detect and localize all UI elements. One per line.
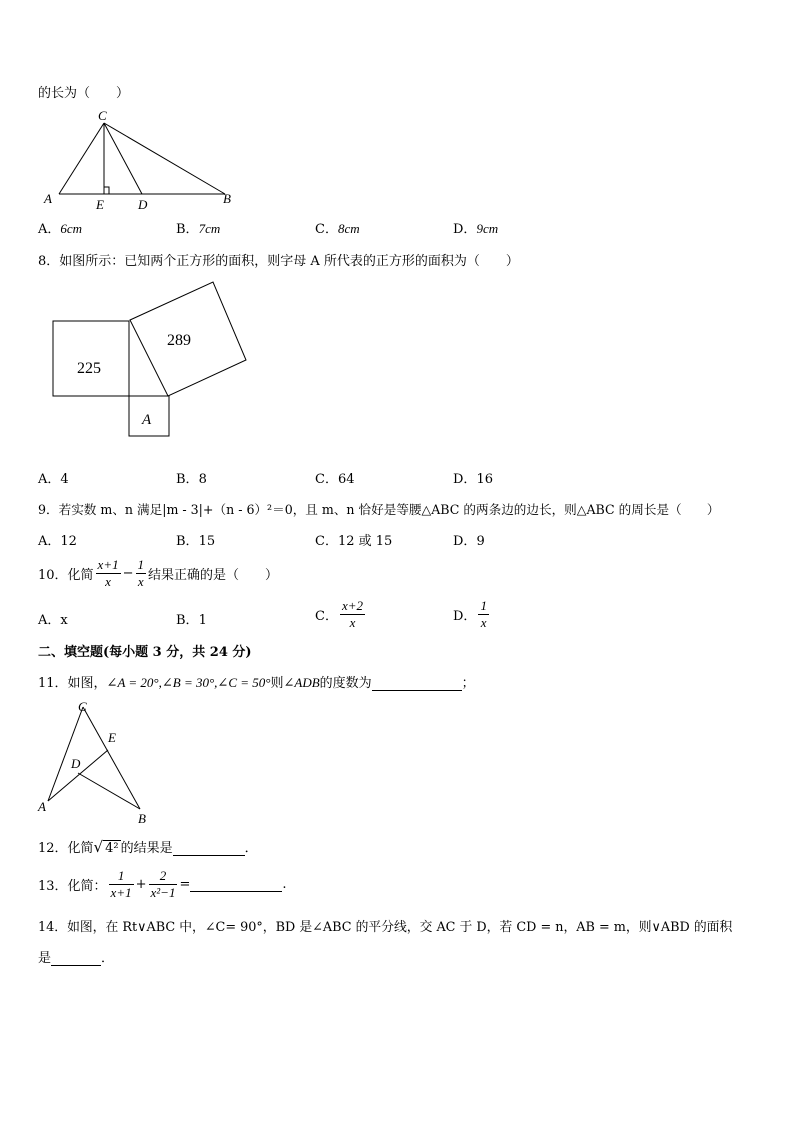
q8-label-a: A [142,412,152,428]
q10-option-d: D． $\frac{1}{x}$ [453,598,487,630]
q13-answer-blank[interactable] [190,877,282,892]
q11-line-cb [83,707,140,809]
q11-line-ac [48,707,83,801]
q11-label-c: C [78,699,87,714]
q12-stem: 12．化简√ 4² 的结果是 ． [38,838,258,856]
q10-stem [38,557,278,590]
q10-fraction-1: $\frac{x+1}{x}$ [97,557,119,589]
q8-label-225: 225 [77,360,101,377]
q8-square-left [53,321,129,396]
q7-right-angle-mark [104,187,109,194]
q14-answer-blank[interactable] [51,951,101,966]
q11-answer-blank[interactable] [372,676,462,691]
q7-line-cb [104,123,225,194]
q8-label-289: 289 [167,332,191,349]
q11-label-e: E [108,730,116,745]
q10-suffix: 结果正确的是（ ） [148,568,279,583]
q11-label-d: D [71,756,81,771]
q7-line-ac [59,123,104,194]
q12-radicand: 4² [105,841,119,856]
q9-option-c: C．12 或 15 [315,534,393,549]
q14-stem-line2: 是 ． [38,951,115,966]
q13-stem: 13．化简： $\frac{1}{x+1}$ + $\frac{2}{\text{x²−1}}$ = . [38,868,287,900]
q11-figure [36,696,156,826]
q7-label-a: A [44,191,52,206]
q12-answer-blank[interactable] [173,841,245,856]
q11-label-b: B [138,811,146,826]
q11-line-db [78,773,140,809]
q10-option-c: C． $\frac{x+2}{x}$ [315,598,363,630]
q7-option-a: A．6cm [38,221,83,237]
q8-option-d: D．16 [453,472,493,487]
q10-prefix: 10．化简 [38,568,94,583]
q13-fraction-2: $\frac{2}{\text{x²−1}}$ [150,868,176,900]
q7-option-c: C．8cm [315,221,360,237]
q10-fraction-2: $\frac{1}{x}$ [137,557,144,589]
q9-stem: 9．若实数 m、n 满足|m - 3|+（n - 6）²＝0，且 m、n 恰好是等腰△ABC 的两条边的边长，则△ABC 的周长是（ ） [38,502,720,517]
q7-option-d: D．9cm [453,221,499,237]
q7-label-c: C [98,108,107,123]
q9-option-a: A．12 [38,534,77,549]
q10-minus: − [122,566,134,581]
q8-stem: 8．如图所示：已知两个正方形的面积，则字母 A 所代表的正方形的面积为（ ） [38,254,519,269]
q7-triangle-figure [38,106,248,214]
q8-option-b: B．8 [176,472,207,487]
q9-option-d: D．9 [453,534,485,549]
q13-fraction-1: $\frac{1}{x+1}$ [110,868,132,900]
q10-option-a: A．x [38,613,68,628]
q8-option-a: A．4 [38,472,69,487]
q7-option-b: B．7cm [176,221,221,237]
q11-label-a: A [38,799,46,814]
q8-squares-figure [50,280,250,440]
sqrt-sign: √ [93,838,104,856]
q7-stem-tail: 的长为（ ） [38,86,130,101]
q10-option-b: B．1 [176,613,207,628]
section-2-title: 二、填空题(每小题 3 分，共 24 分) [38,645,252,660]
q9-option-b: B．15 [176,534,216,549]
q7-label-e: E [96,197,104,212]
q11-stem: 11．如图，∠A = 20°,∠B = 30°,∠C = 50°则∠ADB的度数为 ； [38,675,475,691]
q8-option-c: C．64 [315,472,355,487]
q7-label-b: B [223,191,231,206]
q14-stem-line1: 14．如图，在 Rt∨ABC 中，∠C= 90°，BD 是∠ABC 的平分线，交 AC 于 D，若 CD = n，AB = m，则∨ABD 的面积 [38,920,733,935]
q7-label-d: D [138,197,148,212]
